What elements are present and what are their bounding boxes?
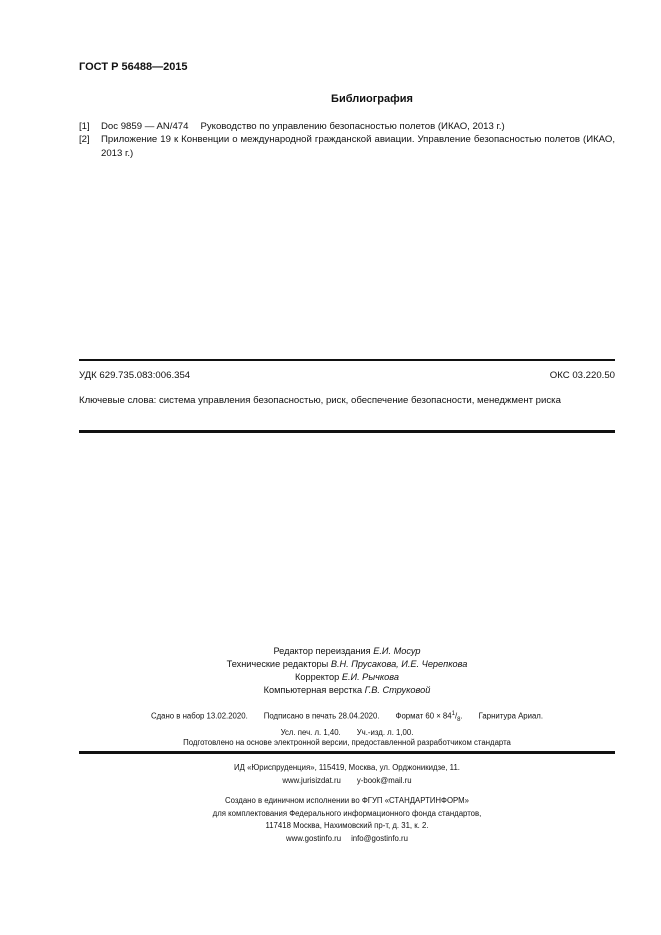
section-title: Библиография: [331, 93, 413, 105]
publisher-email[interactable]: y-book@mail.ru: [356, 775, 412, 785]
divider: [79, 359, 615, 361]
divider: [79, 430, 615, 433]
creator-info: Создано в единичном исполнении во ФГУП «СТАНДАРТИНФОРМ» для комплектования Федерального информационного фонда стандартов, 117418 Москва, Нахимовский пр-т, д. 31, к. 2. www.gostinfo.ru info@gostinfo.ru: [212, 796, 482, 843]
document-number: ГОСТ Р 56488—2015: [79, 61, 188, 73]
classification-row: [79, 370, 615, 381]
print-info: Сдано в набор 13.02.2020. Подписано в печать 28.04.2020. Формат $60 \times 84^1/_8$. Гарнитура Ариал. Усл. печ. л. 1,40. Уч.-изд. л. 1,00.: [150, 711, 544, 737]
credit-line: Редактор переиздания Е.И. Мосур: [273, 646, 421, 656]
creator-site[interactable]: www.gostinfo.ru: [286, 833, 342, 843]
ref-number: [1]: [79, 121, 90, 132]
divider: [79, 751, 615, 754]
udk-code: УДК 629.735.083:006.354: [79, 370, 191, 381]
ref-code: Doc 9859 — AN/474: [101, 121, 189, 132]
bibliography-item: [79, 133, 615, 160]
creator-email[interactable]: info@gostinfo.ru: [351, 833, 408, 843]
ref-text: Приложение 19 к Конвенции о международной гражданской авиации. Управление безопасностью полетов (ИКАО, 2013 г.): [101, 134, 615, 159]
credit-line: Технические редакторы В.Н. Прусакова, И.Е. Черепкова: [226, 659, 468, 669]
keywords: Ключевые слова: система управления безопасностью, риск, обеспечение безопасности, менеджмент риска: [79, 395, 561, 406]
bibliography-item: [79, 120, 615, 133]
ref-number: [2]: [79, 134, 90, 146]
credits: [79, 645, 615, 697]
credit-line: Компьютерная верстка Г.В. Струковой: [263, 685, 431, 695]
prepared-note: Подготовлено на основе электронной версии, предоставленной разработчиком стандарта: [183, 738, 511, 747]
ref-text: Руководство по управлению безопасностью полетов (ИКАО, 2013 г.): [200, 121, 505, 132]
bibliography-list: [79, 120, 615, 160]
credit-line: Корректор Е.И. Рычкова: [295, 672, 399, 682]
publisher-site[interactable]: www.jurisizdat.ru: [282, 775, 341, 785]
oks-code: ОКС 03.220.50: [549, 370, 615, 381]
publisher-info: ИД «Юриспруденция», 115419, Москва, ул. Орджоникидзе, 11. www.jurisizdat.ru y-book@mail.ru: [234, 763, 460, 785]
